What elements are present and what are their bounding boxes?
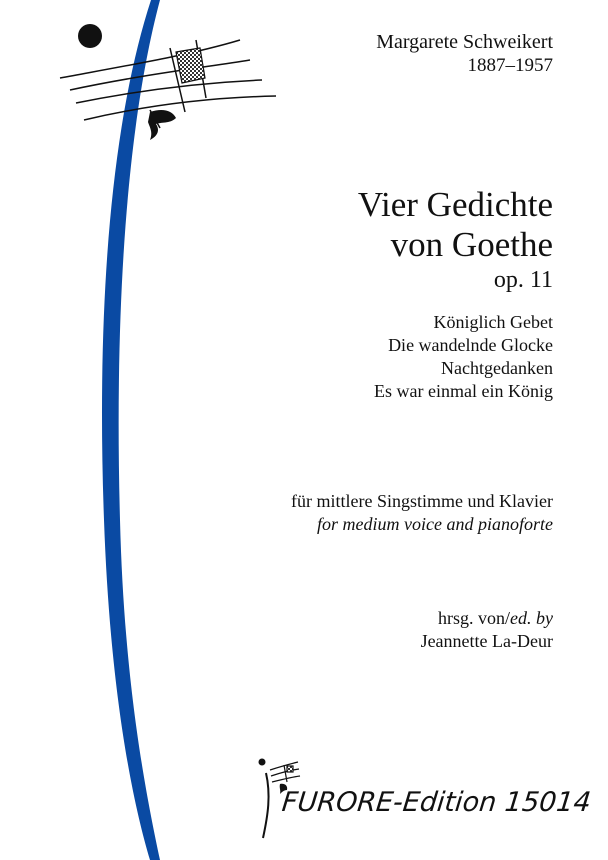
title-line-1: Vier Gedichte [357,185,553,224]
composer-dates: 1887–1957 [467,55,553,76]
editor-label-german: hrsg. von/ [438,608,511,628]
song-title: Es war einmal ein König [374,381,553,401]
title-line-2: von Goethe [390,225,553,264]
song-title: Nachtgedanken [441,358,553,378]
song-title: Königlich Gebet [433,312,553,332]
note-dot-shape [78,24,102,48]
editor-label-english: ed. by [510,608,553,628]
emblem-dot-shape [259,759,266,766]
publisher-imprint: FURORE-Edition 15014 [280,787,593,818]
editor-name: Jeannette La-Deur [420,631,553,651]
opus-number: op. 11 [493,267,553,293]
editor-label [438,607,553,629]
composer-name: Margarete Schweikert [376,31,553,53]
comma-mark-shape [148,110,176,140]
checkered-box-shape [176,48,205,83]
scoring-german: für mittlere Singstimme und Klavier [291,491,553,511]
song-title: Die wandelnde Glocke [388,335,553,355]
scoring-english: for medium voice and pianoforte [317,514,553,534]
